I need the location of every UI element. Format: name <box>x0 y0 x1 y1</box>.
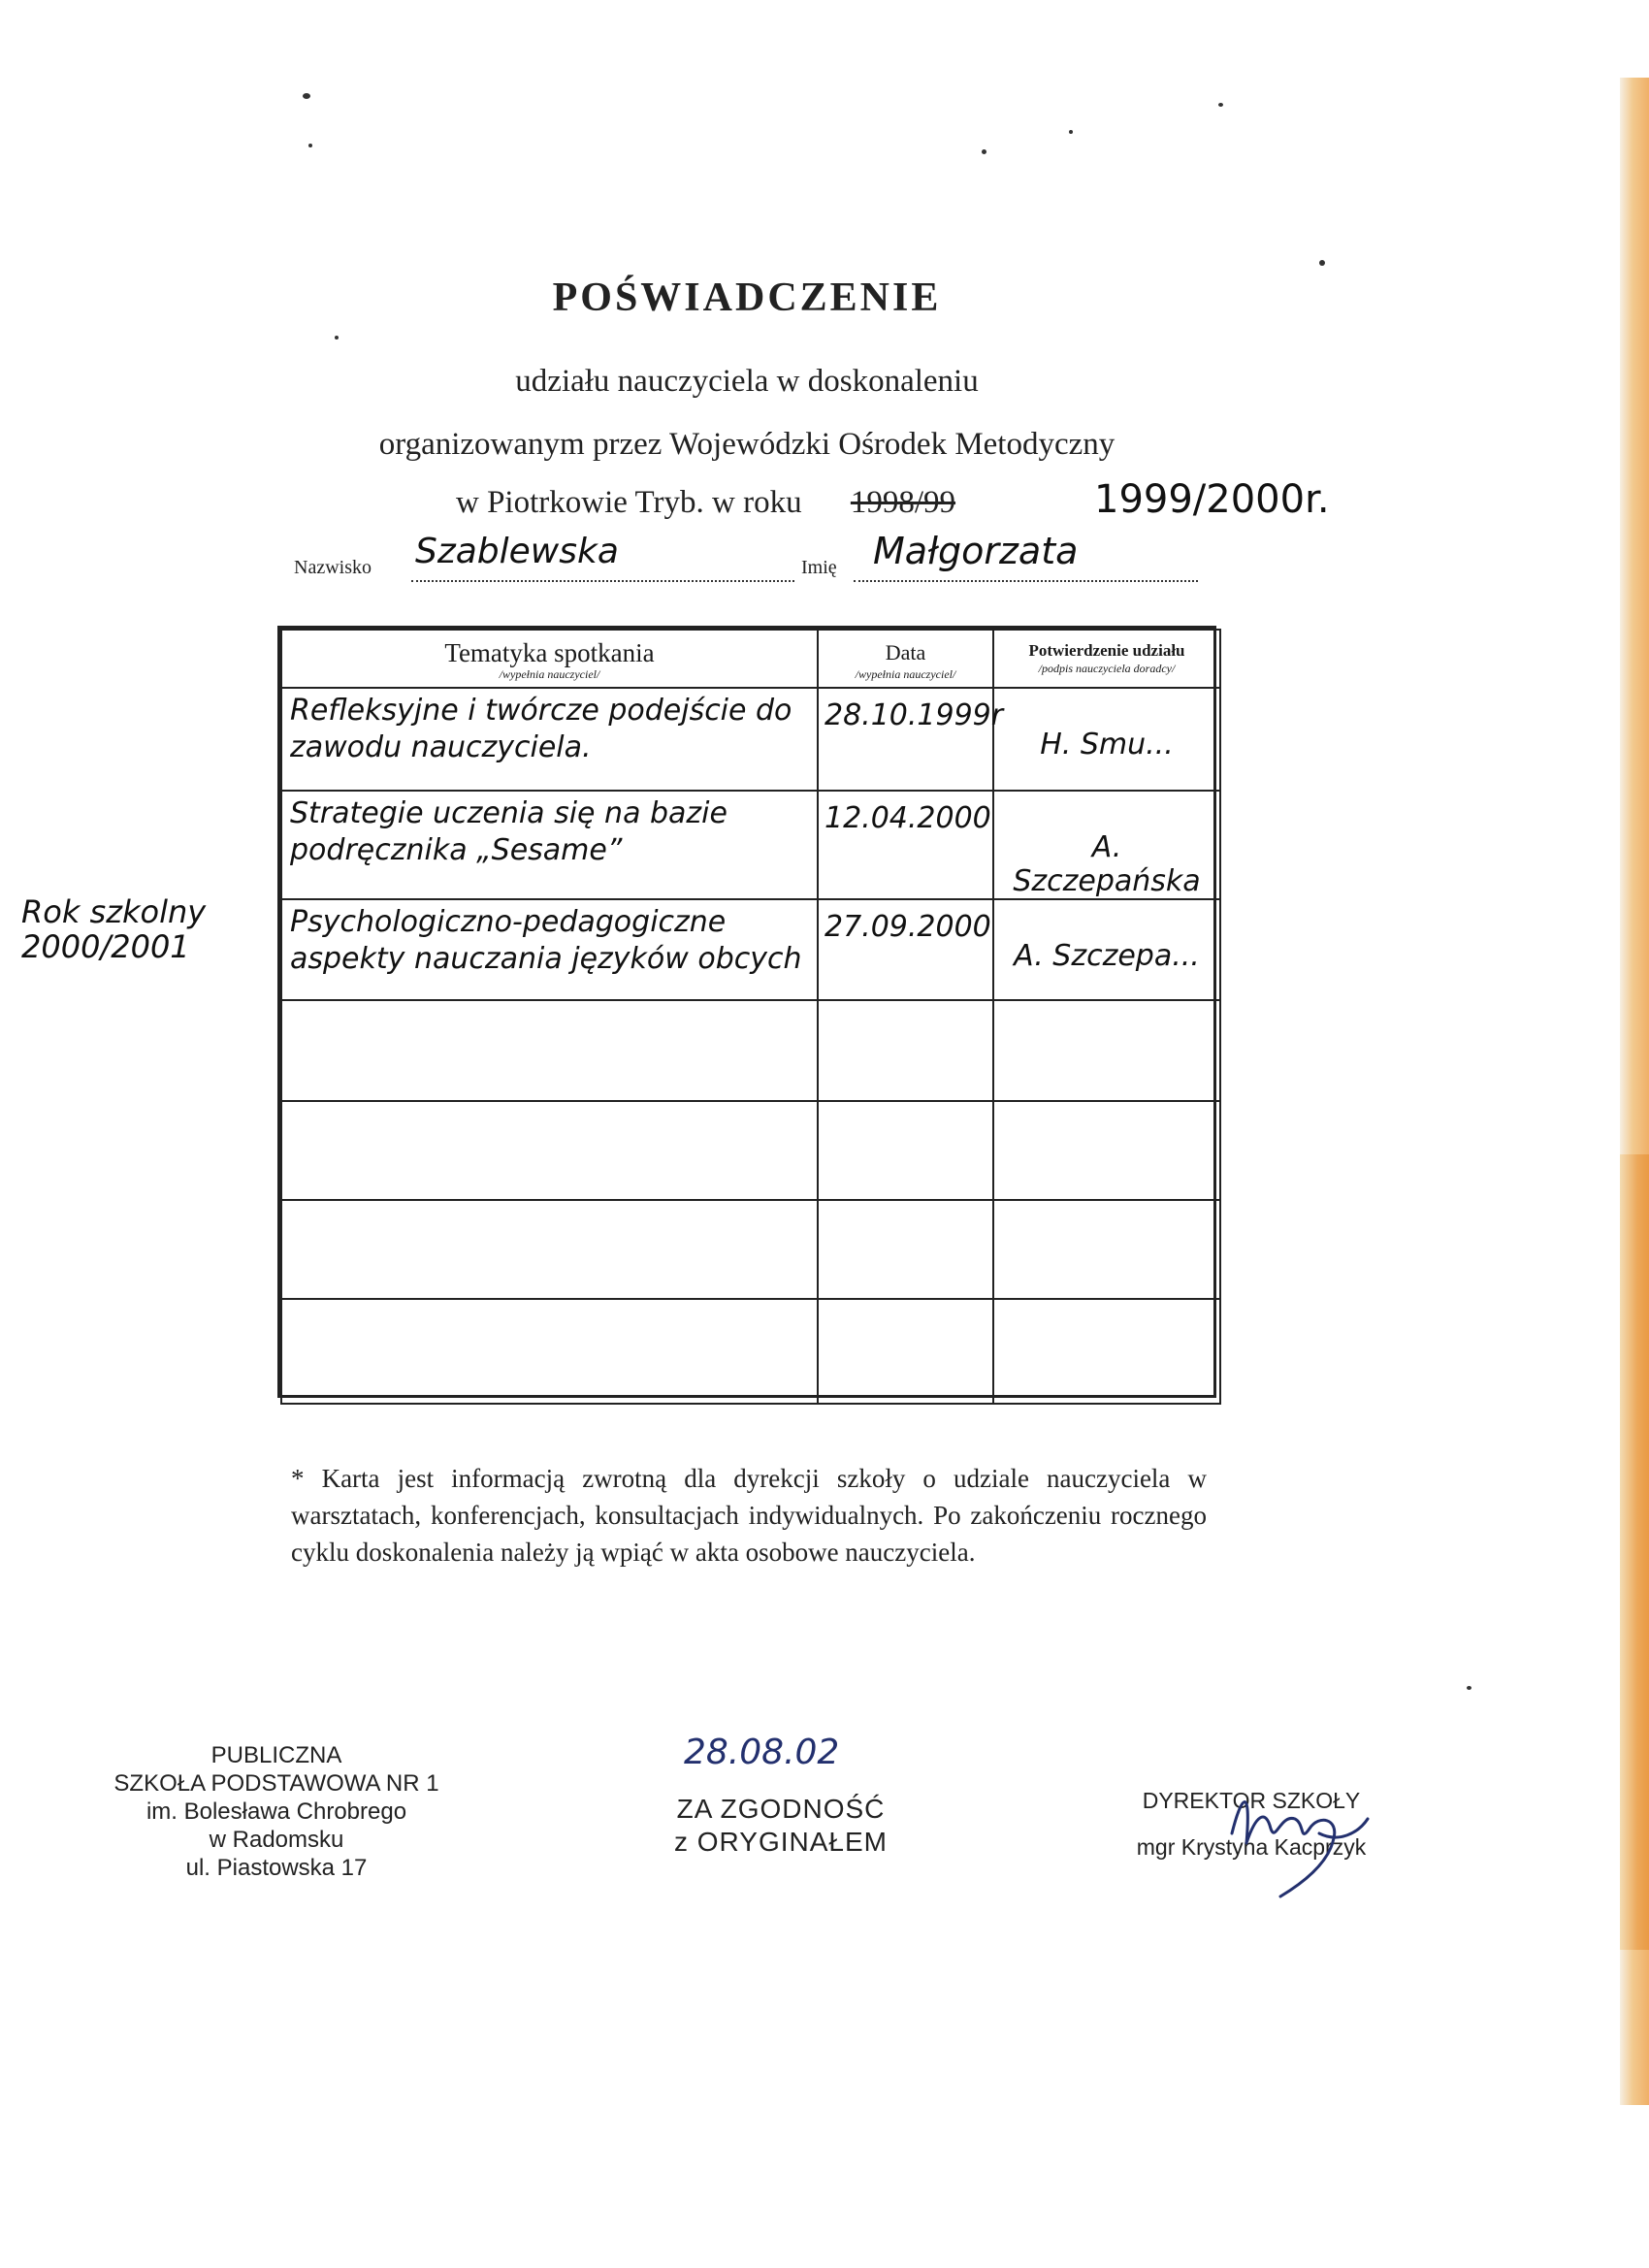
certification-line1: ZA ZGODNOŚĆ <box>676 1794 886 1824</box>
row-date <box>818 1200 993 1299</box>
scan-speck <box>1069 130 1073 134</box>
subtitle-line2: organizowanym przez Wojewódzki Ośrodek Metodyczny <box>378 427 1116 462</box>
row-date <box>818 1299 993 1404</box>
header-confirm-sub: /podpis nauczyciela doradcy/ <box>1038 662 1176 675</box>
surname-value: Szablewska <box>415 532 619 571</box>
scan-speck <box>1319 260 1325 266</box>
certification-date: 28.08.02 <box>684 1733 840 1772</box>
header-topic <box>281 630 818 688</box>
director-signature <box>1212 1775 1377 1911</box>
row-date <box>818 1000 993 1101</box>
school-year-label: Rok szkolny <box>21 893 207 930</box>
firstname-value: Małgorzata <box>873 530 1079 572</box>
header-confirm <box>993 630 1220 688</box>
document-title: POŚWIADCZENIE <box>552 275 942 320</box>
table-row <box>281 1299 1220 1404</box>
header-date-sub: /wypełnia nauczyciel/ <box>855 667 956 681</box>
school-year-note <box>21 894 206 964</box>
school-stamp-line2: SZKOŁA PODSTAWOWA NR 1 <box>113 1770 439 1797</box>
row-topic <box>281 1299 818 1404</box>
table-row <box>281 1101 1220 1200</box>
footnote: * Karta jest informacją zwrotną dla dyrekcji szkoły o udziale nauczyciela w warsztatach, konferencjach, konsultacjach indywidualnych. Po zakończeniu rocznego cyklu doskonalenia należy ją wpiąć w akta osobowe nauczyciela. <box>291 1464 1207 1567</box>
row-date <box>818 1101 993 1200</box>
row-signature: A. Szczepańska <box>993 791 1220 899</box>
director-name: mgr Krystyna Kacprzyk <box>1136 1834 1367 1860</box>
table-row <box>281 899 1220 1000</box>
table-row <box>281 791 1220 899</box>
row-date: 28.10.1999r <box>818 688 993 791</box>
header-confirm-label: Potwierdzenie udziału <box>1028 641 1185 660</box>
school-stamp-line3: im. Bolesława Chrobrego <box>146 1798 407 1825</box>
scan-speck <box>1467 1686 1471 1690</box>
row-signature <box>993 1200 1220 1299</box>
subtitle-line1: udziału nauczyciela w doskonaleniu <box>515 364 979 399</box>
scan-speck <box>982 149 986 154</box>
school-year-value: 2000/2001 <box>21 928 190 965</box>
school-stamp-line4: w Radomsku <box>209 1827 344 1853</box>
row-topic: Strategie uczenia się na bazie podręcznika „Sesame” <box>281 791 818 899</box>
row-topic: Refleksyjne i twórcze podejście do zawodu nauczyciela. <box>281 688 818 791</box>
firstname-dotted-line <box>854 578 1198 582</box>
certification-stamp <box>621 1793 941 1859</box>
subtitle-line3-prefix: w Piotrkowie Tryb. w roku <box>456 485 802 520</box>
row-topic <box>281 1000 818 1101</box>
table-row <box>281 1200 1220 1299</box>
header-date <box>818 630 993 688</box>
paper-edge-lower <box>1620 1154 1649 1950</box>
row-signature <box>993 1000 1220 1101</box>
row-topic: Psychologiczno-pedagogiczne aspekty nauczania języków obcych <box>281 899 818 1000</box>
scan-speck <box>303 93 310 99</box>
row-signature <box>993 1299 1220 1404</box>
school-stamp-line1: PUBLICZNA <box>210 1742 342 1768</box>
school-stamp-line5: ul. Piastowska 17 <box>185 1855 368 1881</box>
school-stamp <box>107 1741 446 1882</box>
header-topic-sub: /wypełnia nauczyciel/ <box>499 667 600 681</box>
participation-table <box>277 626 1216 1398</box>
row-signature: H. Smu... <box>993 688 1220 791</box>
row-topic <box>281 1101 818 1200</box>
year-handwritten: 1999/2000r. <box>1094 477 1330 522</box>
surname-label: Nazwisko <box>294 557 372 578</box>
row-signature <box>993 1101 1220 1200</box>
year-printed-crossed: 1998/99 <box>850 485 956 520</box>
certification-line2: z ORYGINAŁEM <box>674 1827 888 1857</box>
table-row <box>281 688 1220 791</box>
row-topic <box>281 1200 818 1299</box>
header-topic-label: Tematyka spotkania <box>444 638 655 667</box>
table-row <box>281 1000 1220 1101</box>
row-signature: A. Szczepa... <box>993 899 1220 1000</box>
surname-dotted-line <box>411 578 794 582</box>
scan-speck <box>1218 103 1223 107</box>
scan-speck <box>335 336 339 340</box>
firstname-label: Imię <box>801 557 837 578</box>
row-date: 12.04.2000 <box>818 791 993 899</box>
row-date: 27.09.2000 <box>818 899 993 1000</box>
header-date-label: Data <box>885 640 926 664</box>
scan-speck <box>308 144 312 147</box>
table-header-row <box>281 630 1220 688</box>
subtitle-line3 <box>456 485 955 521</box>
director-title: DYREKTOR SZKOŁY <box>1142 1788 1361 1813</box>
